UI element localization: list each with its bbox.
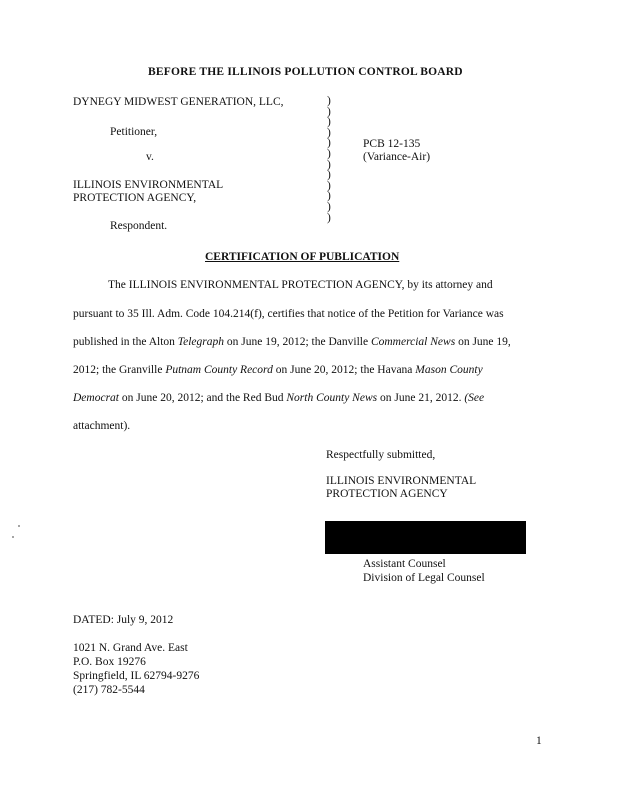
case-type: (Variance-Air): [363, 151, 431, 163]
body-text: on June 20, 2012; and the Red Bud: [119, 392, 287, 404]
body-line-6: attachment).: [73, 420, 131, 432]
body-line-1: The ILLINOIS ENVIRONMENTAL PROTECTION AGENCY, by its attorney and: [108, 279, 493, 291]
newspaper-name: Telegraph: [177, 336, 225, 348]
dated-line: DATED: July 9, 2012: [73, 614, 174, 626]
signer-title: Assistant Counsel: [363, 558, 446, 570]
respondent-name-line1: ILLINOIS ENVIRONMENTAL: [73, 179, 224, 191]
case-number: PCB 12-135: [363, 138, 421, 150]
body-line-4: [73, 364, 483, 376]
newspaper-name: Commercial News: [370, 336, 456, 348]
petitioner-name: DYNEGY MIDWEST GENERATION, LLC,: [73, 96, 284, 108]
body-text: on June 21, 2012.: [377, 392, 465, 404]
body-text: on June 19,: [455, 336, 511, 348]
phone-number: (217) 782-5544: [73, 684, 145, 696]
scan-speck: [18, 525, 20, 527]
newspaper-name: North County News: [286, 392, 378, 404]
address-line2: P.O. Box 19276: [73, 656, 146, 668]
certification-heading: CERTIFICATION OF PUBLICATION: [205, 251, 400, 263]
redacted-signature: [325, 521, 526, 554]
agency-line2: PROTECTION AGENCY: [326, 488, 448, 500]
see-reference: (See: [464, 392, 485, 404]
body-text: published in the Alton: [73, 336, 178, 348]
closing: Respectfully submitted,: [326, 449, 436, 461]
board-title: BEFORE THE ILLINOIS POLLUTION CONTROL BOARD: [148, 66, 463, 78]
newspaper-name: Democrat: [73, 392, 119, 404]
body-line-5: [73, 392, 484, 404]
body-line-2: pursuant to 35 Ill. Adm. Code 104.214(f), certifies that notice of the Petition for Variance was: [73, 308, 504, 320]
body-line-3: [73, 336, 511, 348]
respondent-name-line2: PROTECTION AGENCY,: [73, 192, 197, 204]
scan-speck: [12, 536, 14, 538]
address-line3: Springfield, IL 62794-9276: [73, 670, 200, 682]
respondent-role: Respondent.: [110, 220, 168, 232]
newspaper-name: Putnam County Record: [165, 364, 273, 376]
body-text: on June 20, 2012; the Havana: [272, 364, 416, 376]
body-text: 2012; the Granville: [73, 364, 166, 376]
caption-paren-column: ) ) ) ) ) ) ) ) ) ) ) ): [327, 95, 331, 224]
agency-line1: ILLINOIS ENVIRONMENTAL: [326, 475, 477, 487]
newspaper-name: Mason County: [415, 364, 483, 376]
address-line1: 1021 N. Grand Ave. East: [73, 642, 188, 654]
petitioner-role: Petitioner,: [110, 126, 158, 138]
versus-label: v.: [146, 151, 154, 163]
body-text: on June 19, 2012; the Danville: [224, 336, 371, 348]
page-number: 1: [536, 735, 542, 747]
signer-division: Division of Legal Counsel: [363, 572, 485, 584]
